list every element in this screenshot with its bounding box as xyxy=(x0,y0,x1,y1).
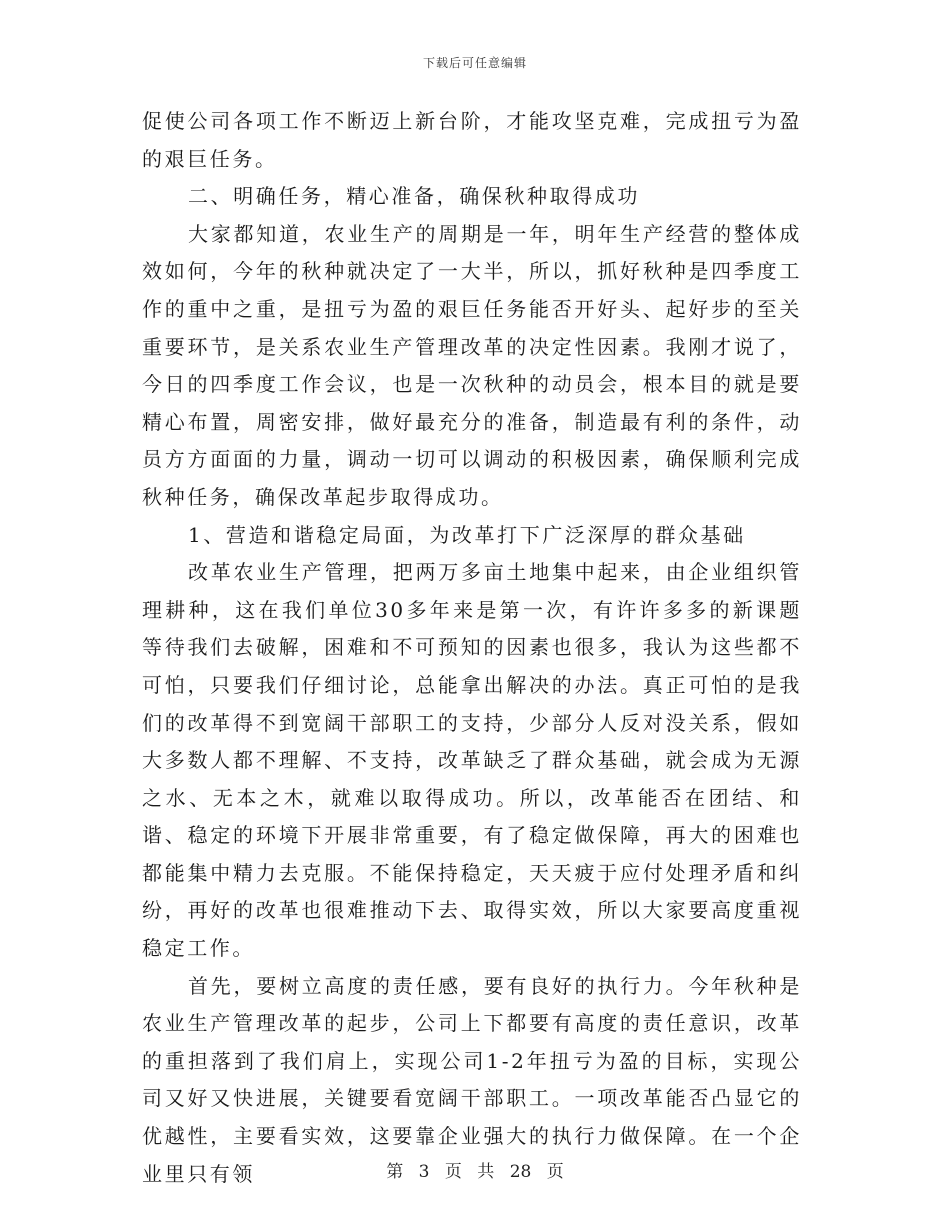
paragraph-continuation: 促使公司各项工作不断迈上新台阶，才能攻坚克难，完成扭亏为盈的艰巨任务。 xyxy=(142,109,802,171)
page-header: 下载后可任意编辑 xyxy=(422,56,527,70)
subsection-heading-1: 1、营造和谐稳定局面，为改革打下广泛深厚的群众基础 xyxy=(188,522,746,547)
total-pages: 28 xyxy=(509,1162,532,1182)
page-footer xyxy=(0,1157,950,1182)
footer-page-label: 页 xyxy=(444,1162,462,1182)
document-body xyxy=(142,103,802,1193)
footer-total-label: 共 xyxy=(477,1162,495,1182)
section-heading-2: 二、明确任务，精心准备，确保秋种取得成功 xyxy=(188,184,640,209)
footer-suffix: 页 xyxy=(546,1162,564,1182)
page-number: 3 xyxy=(418,1162,430,1182)
paragraph-reform-management: 改革农业生产管理，把两万多亩土地集中起来，由企业组织管理耕种，这在我们单位30多年来是第一次，有许许多多的新课题等待我们去破解，困难和不可预知的因素也很多，我认为这些都不可怕，只要我们仔细讨论，总能拿出解决的办法。真正可怕的是我们的改革得不到宽阔干部职工的支持，少部分人反对没关系，假如大多数人都不理解、不支持，改革缺乏了群众基础，就会成为无源之水、无本之木，就难以取得成功。所以，改革能否在团结、和谐、稳定的环境下开展非常重要，有了稳定做保障，再大的困难也都能集中精力去克服。不能保持稳定，天天疲于应付处理矛盾和纠纷，再好的改革也很难推动下去、取得实效，所以大家要高度重视稳定工作。 xyxy=(142,560,802,961)
footer-prefix: 第 xyxy=(386,1162,404,1182)
paragraph-autumn-planting: 大家都知道，农业生产的周期是一年，明年生产经营的整体成效如何，今年的秋种就决定了一大半，所以，抓好秋种是四季度工作的重中之重，是扭亏为盈的艰巨任务能否开好头、起好步的至关重要环节，是关系农业生产管理改革的决定性因素。我刚才说了，今日的四季度工作会议，也是一次秋种的动员会，根本目的就是要精心布置，周密安排，做好最充分的准备，制造最有利的条件，动员方方面面的力量，调动一切可以调动的积极因素，确保顺利完成秋种任务，确保改革起步取得成功。 xyxy=(142,221,802,509)
paragraph-responsibility: 首先，要树立高度的责任感，要有良好的执行力。今年秋种是农业生产管理改革的起步，公司上下都要有高度的责任意识，改革的重担落到了我们肩上，实现公司1-2年扭亏为盈的目标，实现公司又好又快进展，关键要看宽阔干部职工。一项改革能否凸显它的优越性，主要看实效，这要靠企业强大的执行力做保障。在一个企业里只有领 xyxy=(142,973,802,1186)
